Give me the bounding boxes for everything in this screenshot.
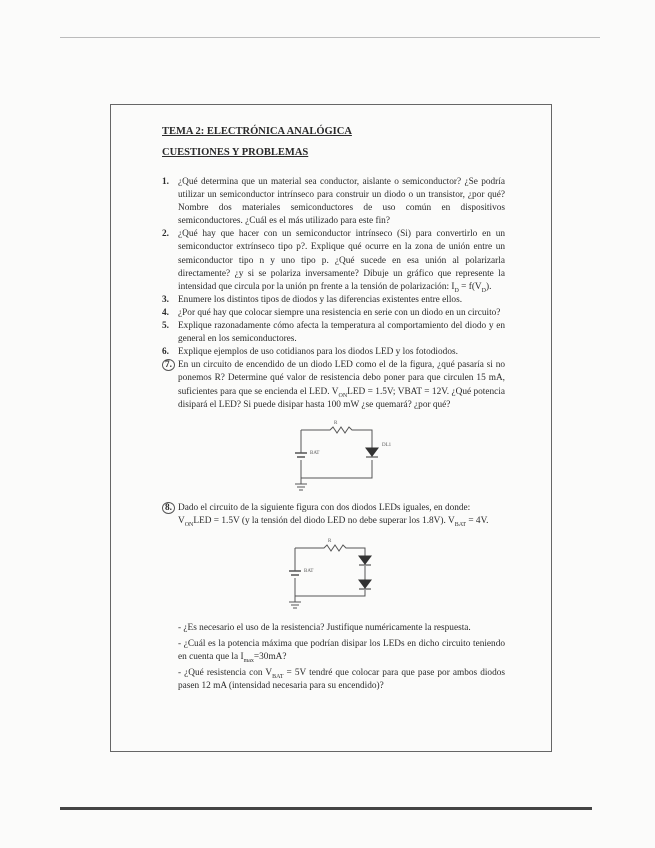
question-text: ¿Qué determina que un material sea conductor, aislante o semiconductor? ¿Se podría utilizar un semiconductor intrínseco para construir un diodo o un transistor, ¿por qué? Nombre dos materiales semiconductores de uso común en dispositivos semiconductores. ¿Cuál es el más utilizado para este fin? <box>178 177 505 227</box>
subscript: BAT <box>272 674 284 681</box>
question-number: 5. <box>162 321 169 332</box>
text-part: ¿Qué hay que hacer con un semiconductor intrínseco (Si) para convertirlo en un semiconductor extrínseco tipo p?. Explique qué ocurre en la zona de unión entre un semiconductor tipo n y uno tipo p. ¿Qué sucede en esa unión al polarizarla directamente? ¿y si se polariza inversamente? Dibuje un gráfico que represente la intensidad que circula por la unión pn frente a la tensión de polarización: I <box>178 229 505 292</box>
text-part: LED = 1.5V (y la tensión del diodo LED no debe superar los 1.8V). V <box>193 515 455 526</box>
text-part: Dado el circuito de la siguiente figura con dos diodos LEDs iguales, en donde: V <box>178 502 471 526</box>
text-part: - ¿Es necesario el uso de la resistencia? Justifique numéricamente la respuesta. <box>178 622 471 633</box>
question-1 <box>162 176 505 228</box>
question-text: ¿Por qué hay que colocar siempre una resistencia en serie con un diodo en un circuito? <box>178 307 501 318</box>
resistor-label: R <box>328 538 332 544</box>
text-part: = 5V tendré que colocar para que pase por ambos diodos pasen 12 mA (intensidad necesaria para su encendido)? <box>178 668 505 692</box>
question-3 <box>162 294 505 307</box>
circled-number: 8. <box>162 502 175 514</box>
question-number: 4. <box>162 307 169 318</box>
question-number: 3. <box>162 294 169 305</box>
subscript: max <box>243 657 254 664</box>
sub-question-2 <box>178 638 505 664</box>
battery-label: BAT <box>310 450 320 456</box>
led-icon <box>366 448 378 457</box>
question-number <box>162 359 178 411</box>
text-part: LED = 1.5V; VBAT = 12V. ¿Qué potencia disipará el LED? Si puede disipar hasta 100 mW ¿se quemará? ¿por qué? <box>178 386 505 410</box>
subscript: D <box>481 287 486 294</box>
question-text: Explique razonadamente cómo afecta la temperatura al comportamiento del diodo y en general en los semiconductores. <box>178 321 505 345</box>
question-number: 2. <box>162 229 169 240</box>
text-part: En un circuito de encendido de un diodo LED como el de la figura, ¿qué pasaría si no ponemos R? Determine qué valor de resistencia debo poner para que circulen 15 mA, suficientes para que se encienda el LED. V <box>178 360 505 397</box>
page-title: TEMA 2: ELECTRÓNICA ANALÓGICA <box>162 126 352 137</box>
question-number: 1. <box>162 177 169 187</box>
question-text: Enumere los distintos tipos de diodos y las diferencias existentes entre ellos. <box>178 294 463 305</box>
question-text <box>178 359 505 411</box>
led-label: DL1 <box>382 442 392 448</box>
sub-question-3 <box>178 667 505 693</box>
battery-icon <box>289 571 301 575</box>
question-6 <box>162 346 505 359</box>
text-part: ). <box>485 281 492 292</box>
scan-edge-top <box>60 37 600 38</box>
question-8 <box>162 502 505 528</box>
question-text: Explique ejemplos de uso cotidianos para los diodos LED y los fotodiodos. <box>178 347 458 358</box>
resistor-label: R <box>334 420 338 426</box>
text-part: = f(V <box>458 281 482 292</box>
text-part: - ¿Cuál es la potencia máxima que podrían disipar los LEDs en dicho circuito teniendo en cuenta que la I <box>178 638 505 663</box>
led-icon <box>359 580 371 589</box>
question-number <box>162 502 178 528</box>
subscript: BAT <box>454 521 467 528</box>
led-icon <box>359 556 371 565</box>
circled-number: 7. <box>162 359 175 371</box>
circuit-diagram-2 <box>162 534 505 616</box>
subscript: ON <box>338 392 348 399</box>
question-2 <box>162 228 505 293</box>
sub-question-list <box>162 622 505 693</box>
question-text <box>178 228 505 293</box>
battery-label: BAT <box>304 568 314 574</box>
text-part: =30mA? <box>253 652 287 663</box>
question-text <box>178 502 505 528</box>
battery-icon <box>295 453 307 457</box>
text-part: - ¿Qué resistencia con V <box>178 668 273 679</box>
text-part: = 4V. <box>466 515 489 526</box>
page-subtitle: CUESTIONES Y PROBLEMAS <box>162 147 309 158</box>
question-number: 6. <box>162 347 169 358</box>
ground-icon <box>295 478 307 490</box>
ground-icon <box>289 596 301 608</box>
question-7 <box>162 359 505 411</box>
question-list <box>162 176 505 696</box>
question-4 <box>162 307 505 320</box>
subscript: D <box>454 287 459 294</box>
scan-edge-bottom <box>60 807 592 810</box>
circuit-diagram-1 <box>162 416 505 496</box>
sub-question-1 <box>178 622 505 635</box>
question-5 <box>162 320 505 346</box>
subscript: ON <box>184 521 194 528</box>
